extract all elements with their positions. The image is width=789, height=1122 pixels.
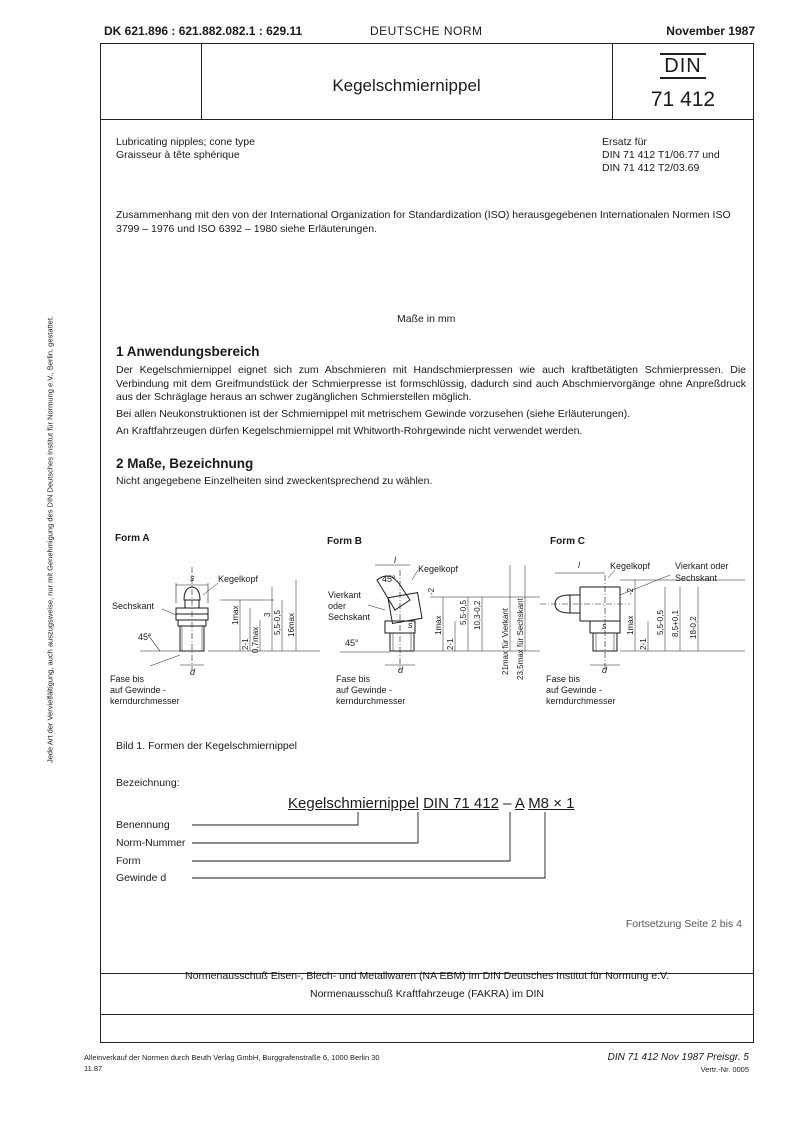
form-c-l: l bbox=[578, 560, 580, 570]
form-a-dim-55: 5,5-0,5 bbox=[273, 610, 282, 635]
dk-classification: DK 621.896 : 621.882.082.1 : 629.11 bbox=[104, 24, 303, 38]
form-c-vierkant-oder: Vierkant oder bbox=[675, 561, 729, 571]
form-b-dim-2tol: -2 bbox=[427, 587, 436, 595]
committee-line-1: Normenausschuß Eisen-, Blech- und Metallwaren (NA EBM) im DIN Deutsches Institut für Normung e.V. bbox=[185, 970, 669, 982]
form-a-fase-1: Fase bis bbox=[110, 674, 145, 684]
form-b-vierkant: Vierkant bbox=[328, 590, 361, 600]
form-c-dim-2: 2-1 bbox=[639, 638, 648, 650]
form-b-d: d bbox=[398, 665, 404, 675]
publisher-note: Alleinverkauf der Normen durch Beuth Verlag GmbH, Burggrafenstraße 6, 1000 Berlin 30 bbox=[84, 1053, 380, 1062]
form-c-sechskant: Sechskant bbox=[675, 573, 718, 583]
form-a-label: Form A bbox=[115, 533, 150, 544]
form-c-d: d bbox=[602, 665, 608, 675]
form-b-dim-235: 23,5max für Sechskant bbox=[516, 598, 525, 680]
replaces-item-2: DIN 71 412 T2/03.69 bbox=[602, 162, 700, 174]
continuation-note: Fortsetzung Seite 2 bis 4 bbox=[625, 918, 742, 930]
copyright-margin-note: Jede Art der Vervielfältigung, auch auszugsweise, nur mit Genehmigung des DIN Deutsches Institut für Normung e.V., Berlin, gestattet. bbox=[45, 315, 55, 764]
din-logo-text: DIN bbox=[660, 53, 705, 79]
section-2-heading: 2 Maße, Bezeichnung bbox=[116, 456, 254, 471]
footer-vertr-nr: Vertr.-Nr. 0005 bbox=[700, 1065, 749, 1074]
form-b-dim-2: 2-1 bbox=[446, 638, 455, 650]
designation-dash: – bbox=[498, 795, 515, 812]
issue-date: November 1987 bbox=[666, 24, 755, 38]
form-a-dim-07: 0,7max bbox=[251, 626, 260, 653]
form-b-angle-top: 45° bbox=[382, 574, 396, 584]
form-b-dim-21: 21max für Vierkant bbox=[501, 608, 510, 675]
form-a-kegelkopf: Kegelkopf bbox=[218, 574, 259, 584]
replaces-label: Ersatz für bbox=[602, 136, 647, 148]
form-a-d: d bbox=[190, 667, 196, 677]
form-c-dim-85: 8,5+0,1 bbox=[671, 610, 680, 637]
form-a-fase-2: auf Gewinde - bbox=[110, 685, 167, 695]
legend-gewinde: Gewinde d bbox=[116, 872, 167, 884]
section-1-paragraph-1: Der Kegelschmiernippel eignet sich zum Abschmieren mit Handschmierpressen wie auch kraftbetätigten Schmierpressen. Die Verbindung mit dem Greifmundstück der Schmierpresse ist formschlüssig, dadurch sind auch Abschmiervorgänge ohne Anpreßdruck aus der Schräglage heraus an schwer zugänglichen Schmierstellen möglich. bbox=[116, 364, 746, 403]
form-a-sechskant: Sechskant bbox=[112, 601, 155, 611]
form-b-fase-2: auf Gewinde - bbox=[336, 685, 393, 695]
form-b-fase-1: Fase bis bbox=[336, 674, 371, 684]
form-a-fase-3: kerndurchmesser bbox=[110, 696, 180, 706]
form-b-kegelkopf: Kegelkopf bbox=[418, 564, 459, 574]
designation-leader-lines bbox=[100, 810, 754, 890]
document-type: DEUTSCHE NORM bbox=[370, 24, 483, 38]
form-a-dim-1max: 1max bbox=[231, 605, 240, 625]
designation-thread: M8 × 1 bbox=[528, 795, 575, 812]
form-a-angle: 45° bbox=[138, 632, 152, 642]
form-c-drawing bbox=[540, 570, 745, 670]
committee-line-2: Normenausschuß Kraftfahrzeuge (FAKRA) im DIN bbox=[310, 988, 544, 1000]
designation-name: Kegelschmiernippel bbox=[288, 795, 419, 812]
form-c-fase-1: Fase bis bbox=[546, 674, 581, 684]
designation-label: Bezeichnung: bbox=[116, 777, 180, 789]
form-b-dim-55: 5,5-0,5 bbox=[459, 600, 468, 625]
title-english: Lubricating nipples; cone type bbox=[116, 136, 255, 148]
form-c-fase-3: kerndurchmesser bbox=[546, 696, 616, 706]
units-note: Maße in mm bbox=[397, 313, 456, 325]
form-a-s: s bbox=[190, 573, 195, 583]
iso-relation-note: Zusammenhang mit den von der International Organization for Standardization (ISO) herausgegebenen Internationalen Normen ISO 3799 – 1976 und ISO 6392 – 1980 siehe Erläuterungen. bbox=[116, 209, 731, 235]
replaces-item-1: DIN 71 412 T1/06.77 und bbox=[602, 149, 720, 161]
figure-caption: Bild 1. Formen der Kegelschmiernippel bbox=[116, 740, 297, 752]
form-b-l: l bbox=[394, 555, 396, 565]
form-b-oder: oder bbox=[328, 601, 347, 611]
section-1-heading: 1 Anwendungsbereich bbox=[116, 344, 260, 359]
form-c-label: Form C bbox=[550, 536, 585, 547]
form-b-s: s bbox=[408, 620, 413, 630]
document-title: Kegelschmiernippel bbox=[332, 76, 481, 95]
form-c-dim-18: 18-0,2 bbox=[689, 616, 698, 639]
form-b-sechskant: Sechskant bbox=[328, 612, 371, 622]
print-code: 11.87 bbox=[84, 1064, 103, 1073]
form-b-fase-3: kerndurchmesser bbox=[336, 696, 406, 706]
form-c-fase-2: auf Gewinde - bbox=[546, 685, 603, 695]
legend-norm-nummer: Norm-Nummer bbox=[116, 837, 186, 849]
footer-standard-ref: DIN 71 412 Nov 1987 Preisgr. 5 bbox=[607, 1052, 749, 1063]
form-c-kegelkopf: Kegelkopf bbox=[610, 561, 651, 571]
designation-norm: DIN 71 412 bbox=[423, 795, 499, 812]
form-a-dim-3: 3 bbox=[263, 612, 272, 617]
form-b-dim-1max: 1max bbox=[434, 615, 443, 635]
form-c-dim-55: 5,5-0,5 bbox=[656, 610, 665, 635]
title-french: Graisseur à tête sphérique bbox=[116, 149, 240, 161]
form-a-dim-16: 16max bbox=[287, 612, 296, 637]
legend-form: Form bbox=[116, 855, 141, 867]
section-1-paragraph-2: Bei allen Neukonstruktionen ist der Schmiernippel mit metrischem Gewinde vorzusehen (siehe Erläuterungen). bbox=[116, 408, 631, 420]
nipple-forms-figure bbox=[100, 525, 754, 725]
form-b-label: Form B bbox=[327, 536, 362, 547]
form-b-dim-103: 10,3-0,2 bbox=[473, 600, 482, 630]
designation-form: A bbox=[514, 795, 525, 812]
din-logo bbox=[612, 53, 754, 79]
legend-benennung: Benennung bbox=[116, 819, 170, 831]
section-2-paragraph-1: Nicht angegebene Einzelheiten sind zweckentsprechend zu wählen. bbox=[116, 475, 433, 487]
form-c-dim-2tol: -2 bbox=[626, 587, 635, 595]
form-c-dim-1max: 1max bbox=[626, 615, 635, 635]
form-b-angle: 45° bbox=[345, 638, 359, 648]
standard-number: 71 412 bbox=[650, 88, 716, 111]
form-c-s: s bbox=[602, 621, 607, 631]
section-1-paragraph-3: An Kraftfahrzeugen dürfen Kegelschmiernippel mit Whitworth-Rohrgewinde nicht verwendet werden. bbox=[116, 425, 583, 437]
form-a-dim-2: 2-1 bbox=[241, 638, 250, 650]
